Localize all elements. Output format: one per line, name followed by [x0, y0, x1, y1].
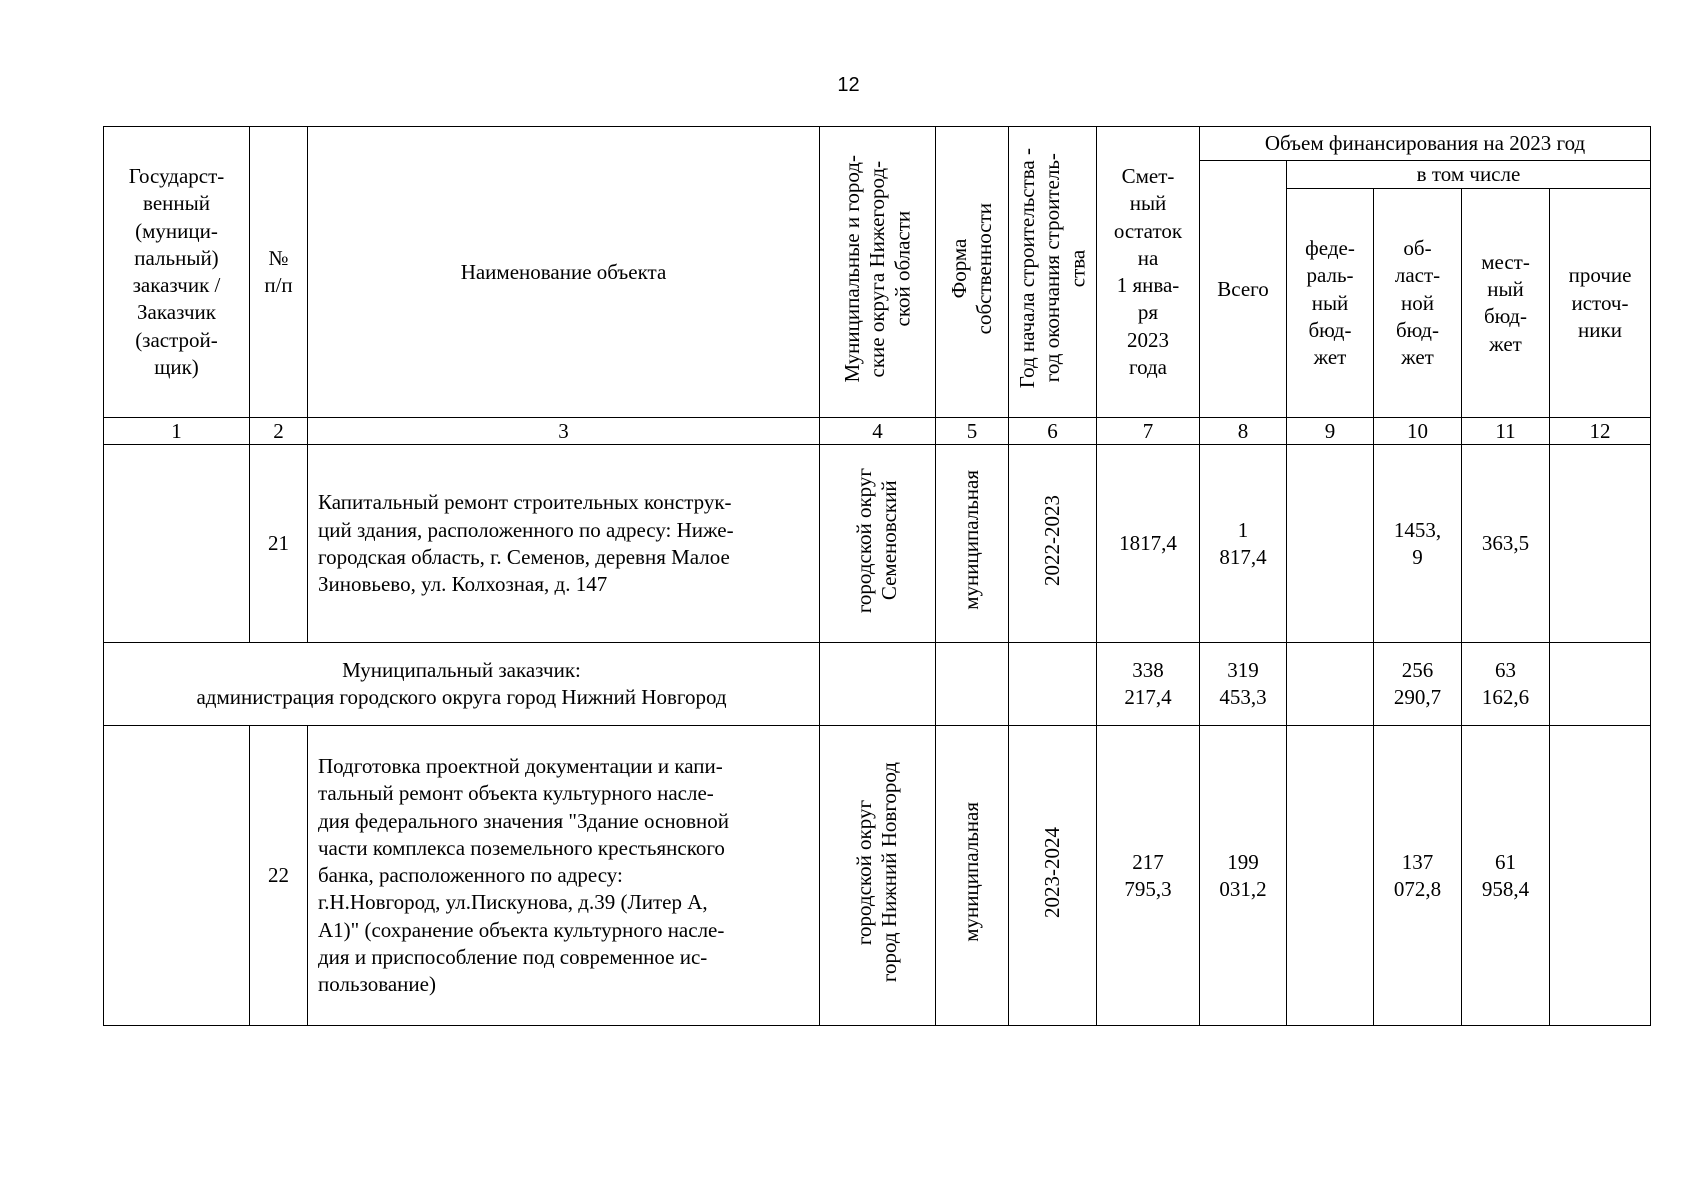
- group-title: Муниципальный заказчик: администрация городского округа город Нижний Новгород: [104, 643, 820, 726]
- header-ownership: Форма собственности: [936, 127, 1009, 418]
- row22-customer: [104, 726, 250, 1026]
- row22-object-name: Подготовка проектной документации и капи- тальный ремонт объекта культурного насле- дия федерального значения "Здание основной части комплекса поземельного крестьянского банка, расположенного по адресу: г.Н.Новгород, ул.Пискунова, д.39 (Литер А, А1)" (сохранение объекта культурного насле- дия и приспособление под современное ис- пользование): [308, 726, 820, 1026]
- row21-remainder: 1817,4: [1097, 445, 1200, 643]
- row22-district: городской округ город Нижний Новгород: [820, 726, 936, 1026]
- group-regional: 256 290,7: [1374, 643, 1462, 726]
- header-total: Всего: [1200, 161, 1287, 418]
- group-years: [1009, 643, 1097, 726]
- column-number: 7: [1097, 418, 1200, 445]
- column-number: 1: [104, 418, 250, 445]
- header-financing: Объем финансирования на 2023 год: [1200, 127, 1651, 161]
- column-number: 9: [1287, 418, 1374, 445]
- column-number: 5: [936, 418, 1009, 445]
- row22-number: 22: [250, 726, 308, 1026]
- row21-object-name: Капитальный ремонт строительных конструк- ций здания, расположенного по адресу: Ниже- городская область, г. Семенов, деревня Малое Зиновьево, ул. Колхозная, д. 147: [308, 445, 820, 643]
- page-number: 12: [837, 74, 860, 96]
- group-local: 63 162,6: [1462, 643, 1550, 726]
- group-federal: [1287, 643, 1374, 726]
- header-other: прочие источ- ники: [1550, 189, 1651, 418]
- financing-table: [103, 126, 1651, 1026]
- row21-years: 2022-2023: [1009, 445, 1097, 643]
- column-number: 11: [1462, 418, 1550, 445]
- column-number: 12: [1550, 418, 1651, 445]
- row22-other: [1550, 726, 1651, 1026]
- header-number: № п/п: [250, 127, 308, 418]
- group-ownership: [936, 643, 1009, 726]
- row21-local: 363,5: [1462, 445, 1550, 643]
- row22-regional: 137 072,8: [1374, 726, 1462, 1026]
- column-number: 10: [1374, 418, 1462, 445]
- column-number: 2: [250, 418, 308, 445]
- header-years: Год начала строительства - год окончания строитель- ства: [1009, 127, 1097, 418]
- row21-regional: 1453, 9: [1374, 445, 1462, 643]
- column-number: 6: [1009, 418, 1097, 445]
- group-total: 319 453,3: [1200, 643, 1287, 726]
- header-local: мест- ный бюд- жет: [1462, 189, 1550, 418]
- row22-total: 199 031,2: [1200, 726, 1287, 1026]
- row22-years: 2023-2024: [1009, 726, 1097, 1026]
- header-federal: феде- раль- ный бюд- жет: [1287, 189, 1374, 418]
- row21-other: [1550, 445, 1651, 643]
- row21-district: городской округ Семеновский: [820, 445, 936, 643]
- row22-local: 61 958,4: [1462, 726, 1550, 1026]
- header-district: Муниципальные и город- ские округа Нижегород- ской области: [820, 127, 936, 418]
- column-number: 8: [1200, 418, 1287, 445]
- header-remainder: Смет- ный остаток на 1 янва- ря 2023 года: [1097, 127, 1200, 418]
- row22-federal: [1287, 726, 1374, 1026]
- table-row: [104, 643, 1651, 726]
- row21-number: 21: [250, 445, 308, 643]
- row21-ownership: муниципальная: [936, 445, 1009, 643]
- group-remainder: 338 217,4: [1097, 643, 1200, 726]
- header-regional: об- ласт- ной бюд- жет: [1374, 189, 1462, 418]
- table-row: [104, 445, 1651, 643]
- row21-customer: [104, 445, 250, 643]
- row21-total: 1 817,4: [1200, 445, 1287, 643]
- column-number: 4: [820, 418, 936, 445]
- table-row: [104, 726, 1651, 1026]
- group-district: [820, 643, 936, 726]
- group-other: [1550, 643, 1651, 726]
- column-number: 3: [308, 418, 820, 445]
- header-object-name: Наименование объекта: [308, 127, 820, 418]
- row22-remainder: 217 795,3: [1097, 726, 1200, 1026]
- row21-federal: [1287, 445, 1374, 643]
- header-including: в том числе: [1287, 161, 1651, 189]
- row22-ownership: муниципальная: [936, 726, 1009, 1026]
- header-customer: Государст- венный (муници- пальный) заказчик / Заказчик (застрой- щик): [104, 127, 250, 418]
